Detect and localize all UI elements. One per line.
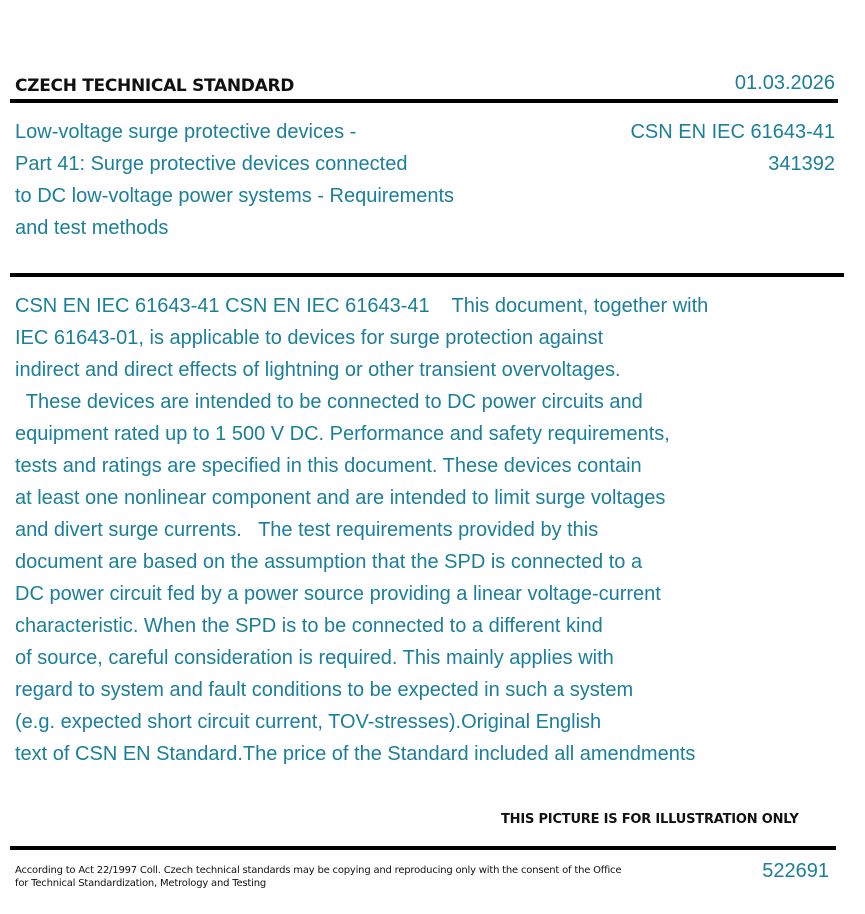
abstract-line: CSN EN IEC 61643-41 CSN EN IEC 61643-41 This document, together with [15,295,709,317]
standard-code: CSN EN IEC 61643-41 [630,121,835,143]
footer-divider [10,846,836,850]
title-divider [10,273,844,277]
standard-title [15,116,535,244]
abstract-line: equipment rated up to 1 500 V DC. Performance and safety requirements, [15,423,670,445]
abstract-line: These devices are intended to be connected to DC power circuits and [15,391,643,413]
abstract-line: text of CSN EN Standard.The price of the Standard included all amendments [15,743,696,765]
abstract-line: at least one nonlinear component and are intended to limit surge voltages [15,487,666,509]
abstract-line: and divert surge currents. The test requirements provided by this [15,519,599,541]
abstract-line: IEC 61643-01, is applicable to devices for surge protection against [15,327,604,349]
legal-notice-line: According to Act 22/1997 Coll. Czech technical standards may be copying and reproducing only with the consent of the Office [15,865,622,876]
standard-title-line: and test methods [15,217,169,239]
abstract-line: regard to system and fault conditions to be expected in such a system [15,679,634,701]
standard-title-line: Part 41: Surge protective devices connected [15,153,408,175]
standard-code-block [630,116,835,180]
abstract-line: indirect and direct effects of lightning or other transient overvoltages. [15,359,621,381]
abstract-line: (e.g. expected short circuit current, TOV-stresses).Original English [15,711,602,733]
abstract-line: DC power circuit fed by a power source providing a linear voltage-current [15,583,661,605]
document-id: 522691 [762,860,829,882]
publication-date: 01.03.2026 [734,72,835,94]
abstract-line: characteristic. When the SPD is to be connected to a different kind [15,615,603,637]
abstract-line: document are based on the assumption that the SPD is connected to a [15,551,643,573]
header-divider [10,99,838,103]
standard-title-line: Low-voltage surge protective devices - [15,121,357,143]
abstract-line: of source, careful consideration is required. This mainly applies with [15,647,614,669]
abstract-text [15,290,805,770]
illustration-note: THIS PICTURE IS FOR ILLUSTRATION ONLY [501,812,799,827]
catalog-number: 341392 [768,153,835,175]
legal-notice [15,864,622,890]
legal-notice-line: for Technical Standardization, Metrology and Testing [15,878,266,889]
standard-title-line: to DC low-voltage power systems - Requirements [15,185,455,207]
document-category-title: CZECH TECHNICAL STANDARD [15,76,295,96]
abstract-line: tests and ratings are specified in this document. These devices contain [15,455,642,477]
